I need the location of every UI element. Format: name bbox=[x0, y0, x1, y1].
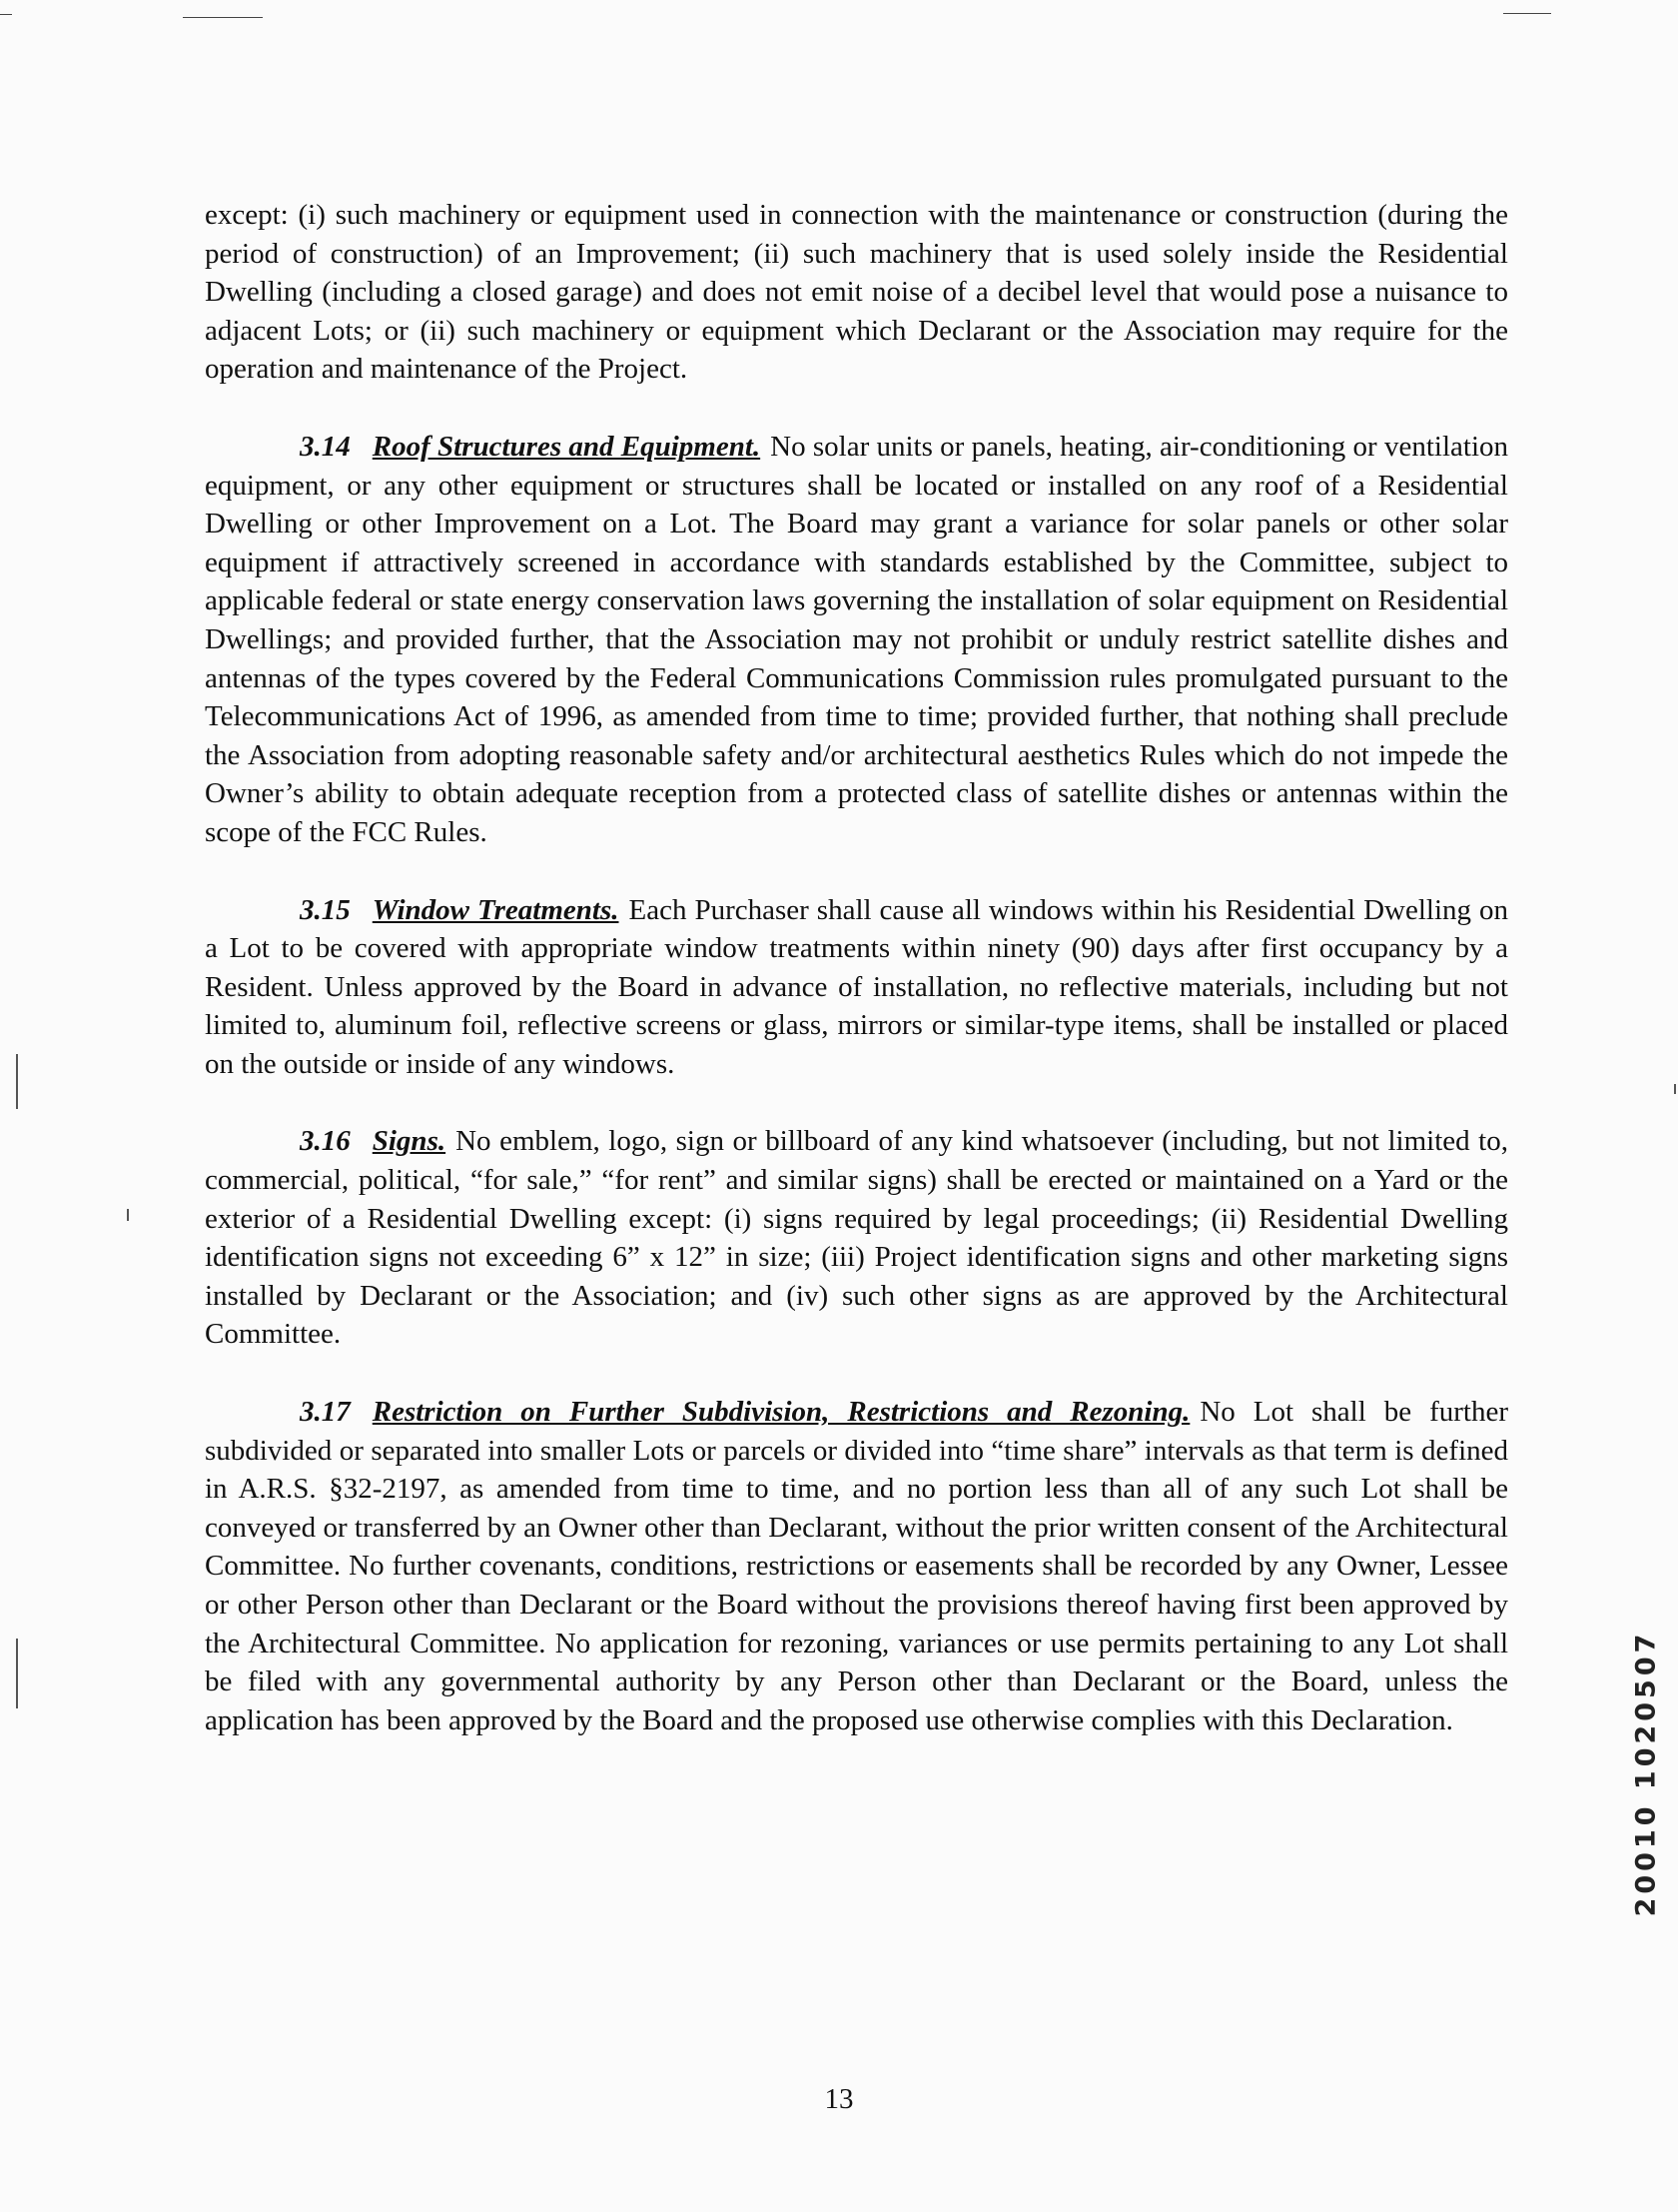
section-title: Signs. bbox=[372, 1125, 446, 1158]
scan-edge-mark bbox=[16, 1639, 18, 1708]
section-3-16 bbox=[205, 1122, 1508, 1354]
scan-edge-mark bbox=[1674, 1084, 1676, 1094]
section-title: Restriction on Further Subdivision, Restrictions and Rezoning. bbox=[372, 1396, 1191, 1429]
section-number: 3.15 bbox=[300, 893, 351, 926]
page-number: 13 bbox=[824, 2083, 854, 2115]
scan-edge-mark bbox=[16, 1054, 18, 1109]
document-body bbox=[205, 196, 1508, 1778]
scan-edge-mark bbox=[127, 1209, 129, 1221]
recording-stamp-text: 20010 1020507 bbox=[1630, 1630, 1662, 1917]
section-body: Each Purchaser shall cause all windows within his Residential Dwelling on a Lot to be covered with appropriate window treatments within ninety (90) days after first occupancy by a Resident. Unless approved by the Board in advance of installation, no reflective materials, including but not limited to, aluminum foil, reflective screens or glass, mirrors or similar-type items, shall be installed or placed on the outside or inside of any windows. bbox=[205, 893, 1509, 1080]
section-number: 3.17 bbox=[300, 1396, 351, 1429]
continuation-paragraph: except: (i) such machinery or equipment used in connection with the maintenance or construction (during the period of construction) of an Improvement; (ii) such machinery that is used solely inside the Residential Dwelling (including a closed garage) and does not emit noise of a decibel level that would pose a nuisance to adjacent Lots; or (ii) such machinery or equipment which Declarant or the Association may require for the operation and maintenance of the Project. bbox=[205, 199, 1508, 386]
section-3-15 bbox=[205, 891, 1508, 1084]
recording-stamp bbox=[1626, 1579, 1666, 1968]
section-body: No Lot shall be further subdivided or separated into smaller Lots or parcels or divided into “time share” intervals as that term is defined in A.R.S. §32-2197, as amended from time to time, and no portion less than all of any such Lot shall be conveyed or transferred by an Owner other than Declarant, without the prior written consent of the Architectural Committee. No further covenants, conditions, restrictions or easements shall be recorded by any Owner, Lessee or other Person other than Declarant or the Board without the provisions thereof having first been approved by the Architectural Committee. No application for rezoning, variances or use permits pertaining to any Lot shall be filed with any governmental authority by any Person other than Declarant or the Board, unless the application has been approved by the Board and the proposed use otherwise complies with this Declaration. bbox=[205, 1396, 1508, 1736]
section-title: Window Treatments. bbox=[372, 893, 619, 926]
section-number: 3.16 bbox=[300, 1125, 351, 1158]
section-3-17 bbox=[205, 1393, 1508, 1739]
scan-edge-mark bbox=[183, 17, 263, 18]
scan-edge-mark bbox=[1503, 13, 1551, 14]
section-number: 3.14 bbox=[300, 430, 351, 463]
scan-edge-mark bbox=[0, 14, 12, 15]
section-body: No solar units or panels, heating, air-conditioning or ventilation equipment, or any other equipment or structures shall be located or installed on any roof of a Residential Dwelling or other Improvement on a Lot. The Board may grant a variance for solar panels or other solar equipment if attractively screened in accordance with standards established by the Committee, subject to applicable federal or state energy conservation laws governing the installation of solar equipment on Residential Dwellings; and provided further, that the Association may not prohibit or unduly restrict satellite dishes and antennas of the types covered by the Federal Communications Commission rules promulgated pursuant to the Telecommunications Act of 1996, as amended from time to time; provided further, that nothing shall preclude the Association from adopting reasonable safety and/or architectural aesthetics Rules which do not impede the Owner’s ability to obtain adequate reception from a protected class of satellite dishes or antennas within the scope of the FCC Rules. bbox=[205, 430, 1508, 848]
section-3-14 bbox=[205, 428, 1508, 852]
section-title: Roof Structures and Equipment. bbox=[372, 430, 761, 463]
section-body: No emblem, logo, sign or billboard of any kind whatsoever (including, but not limited to, commercial, political, “for sale,” “for rent” and similar signs) shall be erected or maintained on a Yard or the exterior of a Residential Dwelling except: (i) signs required by legal proceedings; (ii) Residential Dwelling identification signs not exceeding 6” x 12” in size; (iii) Project identification signs and other marketing signs installed by Declarant or the Association; and (iv) such other signs as are approved by the Architectural Committee. bbox=[205, 1125, 1508, 1351]
